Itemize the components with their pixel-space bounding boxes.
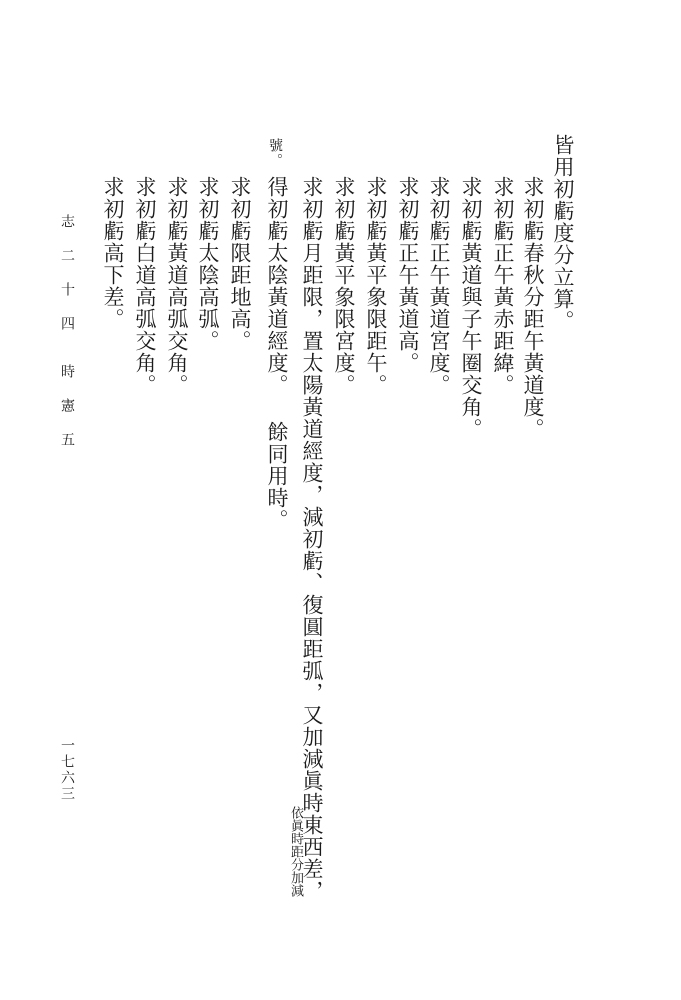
text-line-3: 求初虧正午黃赤距緯。 <box>491 176 515 396</box>
running-head: 志 二 十 四 時 憲 五 <box>59 214 75 448</box>
text-line-4: 求初虧黃道與子午圈交角。 <box>459 176 483 440</box>
page-number: 一七六三 <box>59 738 75 802</box>
text-line-14: 求初虧白道高弧交角。 <box>133 176 157 396</box>
text-line-13: 求初虧黃道高弧交角。 <box>165 176 189 396</box>
text-line-12: 求初虧太陰高弧。 <box>196 176 220 352</box>
text-line-10: 得初虧太陰黃道經度。 餘同用時。 <box>265 176 289 531</box>
text-line-9: 求初虧月距限，置太陽黃道經度，減初虧、復圓距弧，又加減眞時東西差， <box>300 176 324 902</box>
text-line-11: 求初虧限距地高。 <box>228 176 252 352</box>
text-line-1: 皆用初虧度分立算。 <box>551 134 575 332</box>
text-line-6: 求初虧正午黃道高。 <box>396 176 420 374</box>
text-line-5: 求初虧正午黃道宮度。 <box>427 176 451 396</box>
text-line-2: 求初虧春秋分距午黃道度。 <box>521 176 545 440</box>
text-line-7: 求初虧黃平象限距午。 <box>364 176 388 396</box>
text-line-10-continuation-mark: 號。 <box>267 138 283 168</box>
text-line-8: 求初虧黃平象限宮度。 <box>332 176 356 396</box>
text-line-15: 求初虧高下差。 <box>101 176 125 330</box>
inline-note-text: 依眞時距分加減 <box>288 806 303 897</box>
inline-note <box>288 806 302 897</box>
